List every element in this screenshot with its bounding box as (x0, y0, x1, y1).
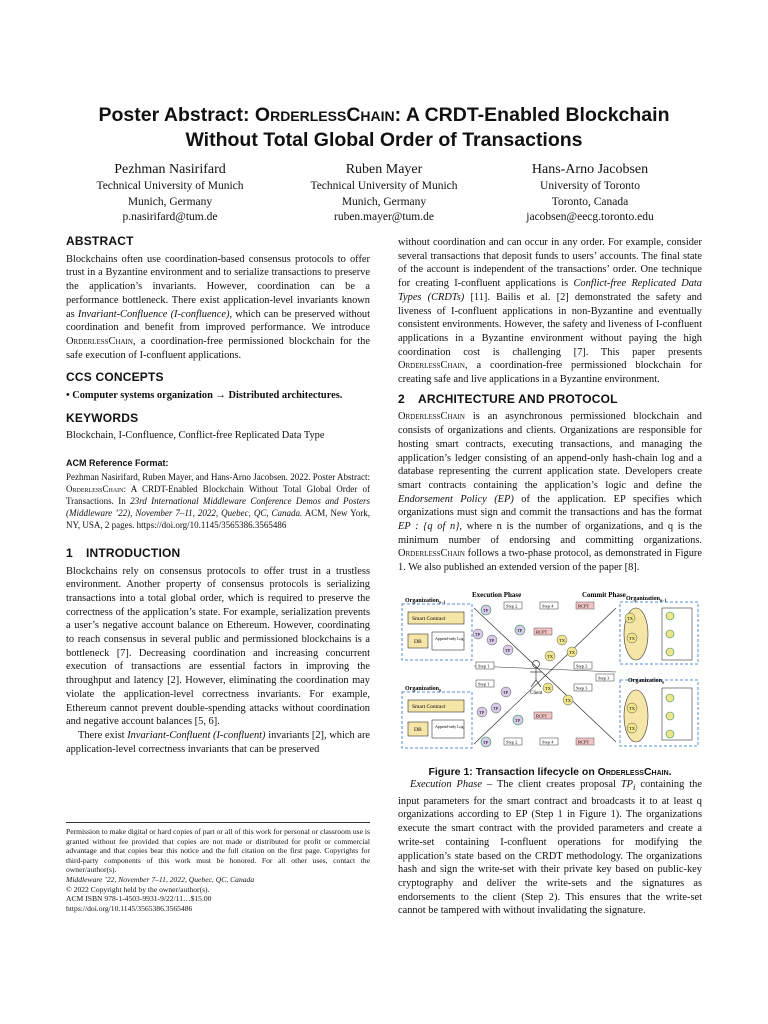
svg-text:Step 1: Step 1 (478, 681, 490, 687)
svg-text:TP: TP (483, 740, 489, 745)
svg-text:TP: TP (483, 608, 489, 613)
svg-text:RCPT: RCPT (578, 739, 590, 745)
svg-text:Step 2: Step 2 (506, 603, 518, 609)
svg-text:TP: TP (517, 628, 523, 633)
svg-text:TP: TP (493, 706, 499, 711)
svg-text:TX: TX (629, 726, 635, 731)
left-column (66, 235, 370, 756)
svg-text:Organizationn: Organization$_n$ (628, 678, 665, 685)
execution-phase-label: Execution Phase (472, 591, 522, 599)
svg-text:Append-only Log: Append-only Log (435, 636, 464, 641)
svg-text:Step 4: Step 4 (542, 603, 554, 609)
author-1: Pezhman Nasirifard Technical University of Munich Munich, Germany p.nasirifard@tum.de (96, 162, 244, 223)
commit-phase-label: Commit Phase (582, 591, 626, 599)
svg-text:Step 2: Step 2 (506, 739, 518, 745)
svg-text:TX: TX (547, 654, 553, 659)
copyright-footnote: Permission to make digital or hard copies of part or all of this work for personal or classroom use is granted without fee provided that copies are not made or distributed for profit or commercial advantage and that copies bear this notice and the full citation on the first page. Copyrights for third-party components of this work must be honored. For all other uses, contact the owner/author(s). Middleware ’22, November 7–11, 2022, Quebec, QC, Canada © 2022 Copyright held by the owner/author(s). ACM ISBN 978-1-4503-9931-9/22/11…$15.00 https://doi.org/10.1145/3565386.3565486 (66, 822, 370, 913)
ccs-heading: CCS CONCEPTS (66, 370, 164, 385)
execution-phase-text: Execution Phase – The client creates proposal $TP_i$ containing the input parameters for the smart contract and broadcasts it to at least q organizations according to EP (Step 1 in Figure 1). The organizations execute the smart contract with the provided parameters and create a write-set containing I-confluent operations for modifying the application’s state based on the CRDT methodology. The organizations hash and sign the write-set with their private key based on public-key cryptography and deliver the write-sets and the signatures as endorsements to the client (Step 2). This ensures that the write-set cannot be tampered with without invalidating the signature. (398, 779, 702, 917)
client-label: Client (530, 691, 543, 696)
svg-text:Organizationn−1: Organization$_{n-1}$ (405, 598, 446, 605)
svg-text:TX: TX (629, 706, 635, 711)
svg-text:TX: TX (565, 698, 571, 703)
transaction-lifecycle-figure (400, 588, 700, 764)
svg-text:RCPT: RCPT (578, 603, 590, 609)
right-column (398, 236, 702, 575)
svg-text:TX: TX (559, 638, 565, 643)
svg-text:TP: TP (489, 638, 495, 643)
right-p1: without coordination and can occur in any order. For example, consider several transactions that deposit funds to users’ accounts. The final state of the account is independent of the transactions’ order. One technique for creating I-confluent applications is Conflict-free Replicated Data Types (CRDTs) [11]. Bailis et al. [2] demonstrated the safety and liveness of I-confluent applications in non-Byzantine and eventually consistent environments. However, the safety and liveness of I-confluent applications in a Byzantine environment without paying the high coordination cost is challenging [7]. This paper presents OrderlessChain, a coordination-free permissioned blockchain for creating safe and live applications in a Byzantine environment. (398, 237, 703, 386)
svg-text:Step 1: Step 1 (478, 663, 490, 669)
svg-text:Step 3: Step 3 (576, 685, 588, 691)
svg-text:Append-only Log: Append-only Log (435, 724, 464, 729)
section2-text: OrderlessChain is an asynchronous permissioned blockchain and consists of organizations and clients. Organizations are responsible for hosting smart contracts, executing transactions, and managing the application’s ledger consisting of an append-only hash-chain log and a database representing the current application state. Developers create smart contracts containing the application’s logic and define the Endorsement Policy (EP) of the application. EP specifies which organizations must sign and commit the transactions and has the format EP : {q of n}, where n is the number of organizations, and q is the minimum number of endorsing and committing organizations. OrderlessChain follows a two-phase protocol, as demonstrated in Figure 1. We also published an extended version of the paper [8]. (398, 411, 702, 574)
svg-text:DB: DB (414, 639, 422, 645)
intro-heading: 1 INTRODUCTION (66, 545, 181, 560)
svg-text:RCPT: RCPT (536, 713, 548, 719)
keywords-heading: KEYWORDS (66, 410, 139, 425)
svg-text:TX: TX (569, 650, 575, 655)
keywords-text: Blockchain, I-Confluence, Conflict-free Replicated Data Type (66, 430, 325, 442)
svg-text:Smart Contract: Smart Contract (412, 704, 446, 710)
section2-heading: 2 ARCHITECTURE AND PROTOCOL (398, 391, 618, 406)
intro-p1: Blockchains rely on consensus protocols to offer trust in a trustless environment. Another property of consensus protocols is serializing transactions into a total global order, which is required to preserve the correctness of the application’s state. For example, serialization prevents a user’s negative account balance on Ethereum. However, coordinating to reach consensus in several public and permissioned blockchains is a bottleneck [7]. Decreasing coordination and increasing concurrent execution of transactions are essential factors in improving the throughput and latency [2]. However, eliminating the coordination may violate the application-level correctness invariants. For example, Ethereum cannot prevent double-spending attacks without coordination and negative account balances [5, 6]. (66, 565, 370, 728)
author-2: Ruben Mayer Technical University of Munich Munich, Germany ruben.mayer@tum.de (310, 162, 458, 223)
acm-ref-text: Pezhman Nasirifard, Ruben Mayer, and Hans-Arno Jacobsen. 2022. Poster Abstract: OrderlessChain: A CRDT-Enabled Blockchain Without Total Global Order of Transactions. In 23rd International Middleware Conference Demos and Posters (Middleware ’22), November 7–11, 2022, Quebec, QC, Canada. ACM, New York, NY, USA, 2 pages. https://doi.org/10.1145/3565386.3565486 (66, 471, 370, 530)
svg-text:Organizationn−1: Organization$_{n-1}$ (626, 596, 667, 603)
svg-text:TX: TX (629, 636, 635, 641)
svg-text:Step 3: Step 3 (576, 663, 588, 669)
intro-p2: There exist Invariant-Confluent (I-confluent) invariants [2], which are application-level correctness invariants that can be preserved (66, 729, 371, 755)
svg-text:TX: TX (627, 616, 633, 621)
svg-text:RCPT: RCPT (536, 629, 548, 635)
org-left-top (402, 598, 472, 660)
ccs-text: • Computer systems organization → Distributed architectures. (66, 390, 343, 402)
author-3: Hans-Arno Jacobsen University of Toronto Toronto, Canada jacobsen@eecg.toronto.edu (526, 162, 654, 223)
svg-text:Step 4: Step 4 (542, 739, 554, 745)
svg-text:TP: TP (515, 718, 521, 723)
org-left-bottom (402, 686, 472, 748)
abstract-text: Blockchains often use coordination-based consensus protocols to offer trust in a Byzantine environment and to serialize transactions to preserve the application’s invariants. However, coordination can be a performance bottleneck. There exist application-level invariants known as Invariant-Confluence (I-confluence), which can be preserved without coordination and benefit from improved performance. We introduce OrderlessChain, a coordination-free permissioned blockchain for the safe execution of I-confluent applications. (66, 253, 370, 361)
client-icon (530, 661, 542, 688)
svg-text:Smart Contract: Smart Contract (412, 616, 446, 622)
acm-ref-heading: ACM Reference Format: (66, 458, 169, 469)
svg-text:TP: TP (479, 710, 485, 715)
svg-text:Step 3: Step 3 (598, 675, 610, 681)
figure-caption: Figure 1: Transaction lifecycle on OrderlessChain. (428, 766, 672, 778)
org-right-top (620, 596, 698, 664)
svg-text:TP: TP (475, 632, 481, 637)
svg-text:TX: TX (545, 686, 551, 691)
svg-text:TP: TP (505, 648, 511, 653)
svg-text:Organizationn: Organization$_n$ (405, 686, 442, 693)
paper-title: Poster Abstract: OrderlessChain: A CRDT-Enabled Blockchain Without Total Global Order of Transactions (98, 104, 670, 151)
svg-text:TP: TP (503, 690, 509, 695)
abstract-heading: ABSTRACT (66, 234, 134, 248)
append-log-box (432, 632, 464, 650)
svg-text:DB: DB (414, 727, 422, 733)
